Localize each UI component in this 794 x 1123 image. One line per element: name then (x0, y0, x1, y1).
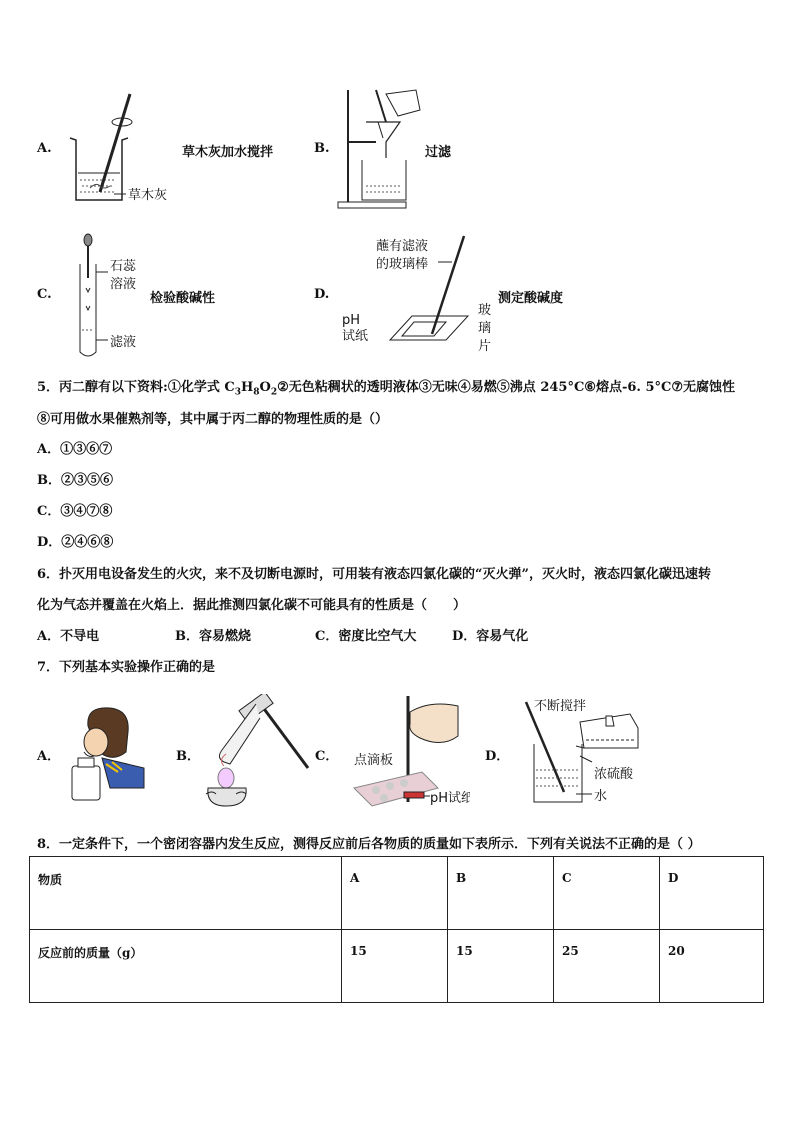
q6-option-b: B．容易燃烧 (175, 629, 251, 644)
q5-option-d: D．②④⑥⑧ (37, 535, 114, 550)
q7-letter-a: A． (37, 749, 61, 764)
q5-option-c: C．③④⑦⑧ (37, 504, 113, 519)
table-header-cell: D (660, 857, 764, 930)
q6-option-c: C．密度比空气大 (315, 629, 417, 644)
q6-line-1: 6．扑灭用电设备发生的火灾，来不及切断电源时，可用装有液态四氯化碳的“灭火弹”，灭火时，液态四氯化碳迅速转 (37, 567, 712, 582)
q7-letter-c: C． (315, 749, 339, 764)
table-cell: 15 (342, 930, 448, 1003)
ph-test-diagram (340, 232, 500, 366)
q5-option-a: A．①③⑥⑦ (37, 442, 113, 457)
option-d-letter: D. (314, 287, 330, 302)
heating-test-tube-figure (196, 694, 314, 816)
ph-label: pH (342, 313, 361, 328)
table-row (30, 930, 764, 1003)
option-b-caption: 过滤 (425, 145, 452, 160)
paper-label: 试纸 (342, 329, 369, 344)
table-header-cell: B (448, 857, 554, 930)
q5-line-1: 5．丙二醇有以下资料:①化学式 $C_3H_8O_2②$无色粘稠状的透明液体③无味④易燃⑤沸点 245°C⑥熔点-6. 5°C⑦无腐蚀性 (37, 380, 735, 398)
q5-option-b: B．②③⑤⑥ (37, 473, 113, 488)
spot-plate-figure (350, 692, 470, 814)
glass-label-1: 玻 (478, 303, 492, 318)
ph-paper-label: pH试纸 (430, 791, 470, 806)
grass-ash-label: 草木灰 (128, 188, 168, 203)
q6-option-a: A．不导电 (37, 629, 100, 644)
stir-label: 不断搅拌 (534, 699, 587, 714)
filtrate-label: 滤液 (110, 335, 137, 350)
water-label: 水 (594, 789, 608, 804)
rod-label-2: 的玻璃棒 (376, 257, 429, 272)
option-d-caption: 测定酸碱度 (498, 291, 564, 306)
q7-stem: 7．下列基本实验操作正确的是 (37, 660, 216, 675)
q8-stem: 8．一定条件下，一个密闭容器内发生反应，测得反应前后各物质的质量如下表所示．下列有关说法不正确的是（ ） (37, 837, 701, 852)
test-tube-diagram (68, 230, 148, 364)
option-c-caption: 检验酸碱性 (150, 291, 216, 306)
option-b-letter: B. (314, 141, 330, 156)
litmus-label-1: 石蕊 (110, 259, 137, 274)
glass-label-2: 璃 (478, 321, 492, 336)
q6-option-d: D．容易气化 (452, 629, 529, 644)
option-a-letter: A. (37, 141, 52, 156)
glass-label-3: 片 (478, 339, 492, 354)
stirring-diagram (60, 88, 200, 212)
table-cell: 反应前的质量（g） (30, 930, 342, 1003)
table-header-cell: 物质 (30, 857, 342, 930)
smelling-gas-figure (66, 702, 146, 806)
dilution-figure (520, 692, 646, 812)
q6-line-2: 化为气态并覆盖在火焰上．据此推测四氯化碳不可能具有的性质是（ ） (37, 598, 467, 613)
q7-letter-d: D． (485, 749, 510, 764)
q7-letter-b: B． (176, 749, 200, 764)
table-cell: 15 (448, 930, 554, 1003)
acid-label: 浓硫酸 (594, 767, 634, 782)
mass-table (29, 856, 764, 1003)
table-cell: 20 (660, 930, 764, 1003)
q5-line-2: ⑧可用做水果催熟剂等，其中属于丙二醇的物理性质的是（） (37, 412, 389, 427)
spot-plate-label: 点滴板 (354, 753, 394, 768)
rod-label-1: 蘸有滤液 (376, 239, 429, 254)
option-c-letter: C. (37, 287, 52, 302)
option-a-caption: 草木灰加水搅拌 (182, 145, 274, 160)
table-header-cell: A (342, 857, 448, 930)
litmus-label-2: 溶液 (110, 277, 137, 292)
table-cell: 25 (554, 930, 660, 1003)
table-header-cell: C (554, 857, 660, 930)
filtration-diagram (336, 82, 426, 216)
table-header-row (30, 857, 764, 930)
